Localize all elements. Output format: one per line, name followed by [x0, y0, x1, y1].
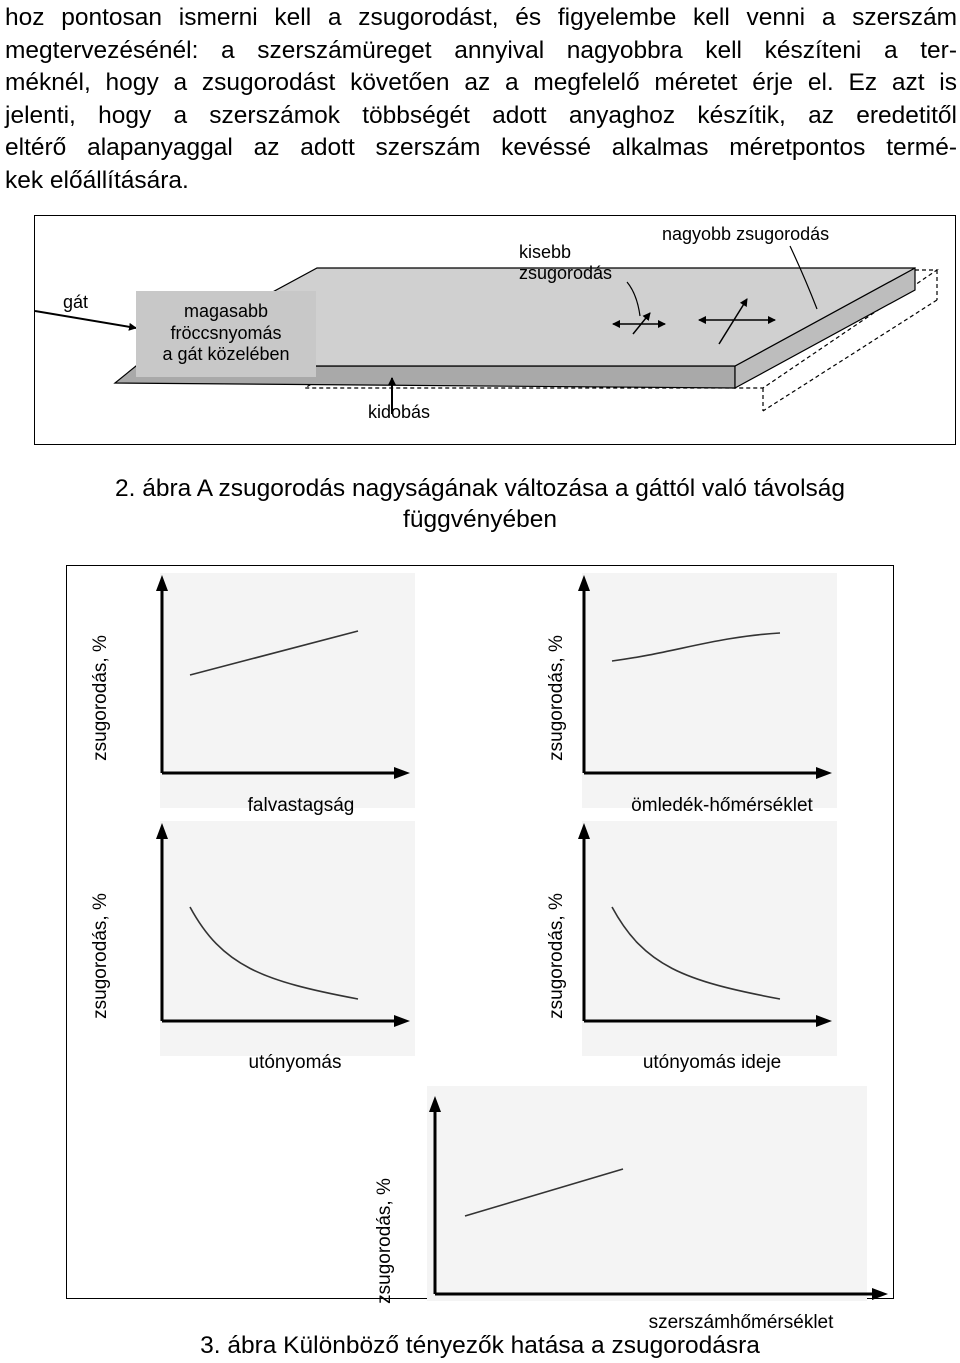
chart-axes: [385, 1086, 885, 1336]
paragraph-line: eltérő alapanyaggal az adott szerszám kevéssé alkalmas méretpontos termé-: [5, 134, 957, 161]
chart-panel: [537, 573, 837, 823]
chart-panel: [537, 821, 837, 1071]
x-axis-label: szerszámhőmérséklet: [648, 1312, 834, 1333]
trend-line: [465, 1169, 623, 1216]
figure-3-caption: 3. ábra Különböző tényezők hatása a zsugorodásra: [200, 1332, 760, 1359]
y-axis-label: zsugorodás, %: [546, 635, 567, 761]
larger-shrink-label: nagyobb zsugorodás: [662, 224, 830, 244]
x-axis-label: falvastagság: [247, 795, 355, 816]
trend-line: [190, 631, 358, 675]
paragraph-line: kek előállítására.: [5, 166, 189, 194]
body-paragraph: [5, 2, 957, 197]
x-axis-label: utónyomás: [248, 1052, 342, 1073]
pressure-label-line: magasabb: [183, 301, 269, 321]
pressure-label-line: a gát közelében: [162, 344, 290, 364]
figure-3: [66, 565, 894, 1333]
figure-2: [34, 215, 956, 445]
y-axis-arrowhead: [578, 575, 590, 591]
x-axis-arrowhead: [394, 767, 410, 779]
paragraph-line: jelenti, hogy a szerszámok többségét adott anyaghoz készítik, az eredetitől: [5, 101, 957, 129]
y-axis-label: zsugorodás, %: [546, 893, 567, 1019]
paragraph-line: megtervezésénél: a szerszámüreget annyival nagyobbra kell készíteni a ter-: [5, 36, 957, 64]
chart-axes: [537, 821, 837, 1071]
y-axis-arrowhead: [156, 575, 168, 591]
chart-panel: [374, 1086, 885, 1336]
trend-line: [612, 633, 780, 661]
paragraph-line: méknél, hogy a zsugorodást követően az a megfelelő méretet érje el. Ez azt is: [5, 69, 957, 96]
chart-panel: [90, 573, 415, 823]
y-axis-label: zsugorodás, %: [374, 1178, 395, 1304]
caption-line: függvényében: [403, 506, 557, 533]
ejection-label: kidobás: [368, 402, 431, 422]
chart-axes: [115, 821, 415, 1071]
pressure-label-box: [136, 291, 316, 377]
smaller-shrink-line: kisebb: [519, 242, 572, 262]
caption-line: 2. ábra A zsugorodás nagyságának változása a gáttól való távolság: [114, 475, 846, 502]
x-axis-arrowhead: [872, 1288, 888, 1300]
trend-line: [612, 907, 780, 999]
y-axis-label: zsugorodás, %: [90, 893, 111, 1019]
chart-axes: [115, 573, 415, 823]
paragraph-line: hoz pontosan ismerni kell a zsugorodást, és figyelembe kell venni a szerszám: [5, 4, 957, 31]
x-axis-arrowhead: [816, 767, 832, 779]
pressure-label-line: fröccsnyomás: [170, 322, 282, 343]
y-axis-arrowhead: [156, 823, 168, 839]
chart-panel: [90, 821, 415, 1073]
figure-2-caption: [0, 473, 960, 535]
trend-line: [190, 907, 358, 999]
y-axis-arrowhead: [429, 1096, 441, 1112]
x-axis-arrowhead: [394, 1015, 410, 1027]
gate-arrow: [35, 311, 136, 328]
x-axis-label: ömledék-hőmérséklet: [631, 795, 813, 816]
smaller-shrink-label: [519, 242, 612, 284]
chart-axes: [537, 573, 837, 823]
y-axis-label: zsugorodás, %: [90, 635, 111, 761]
y-axis-arrowhead: [578, 823, 590, 839]
x-axis-arrowhead: [816, 1015, 832, 1027]
x-axis-label: utónyomás ideje: [642, 1052, 782, 1073]
gate-label: gát: [63, 292, 89, 312]
smaller-shrink-line: zsugorodás: [519, 263, 613, 283]
